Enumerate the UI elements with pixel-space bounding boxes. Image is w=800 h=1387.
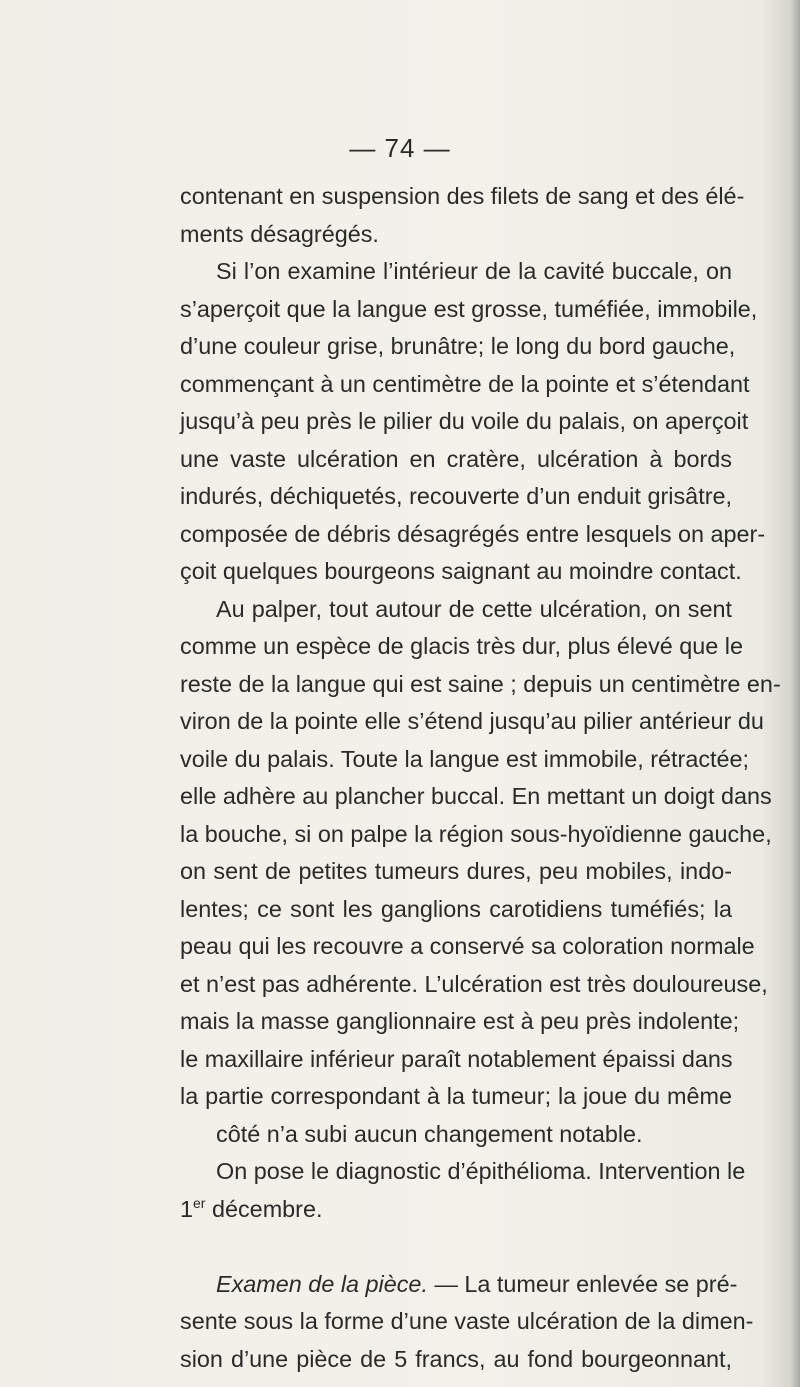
exam-heading: Examen de la pièce.	[216, 1270, 428, 1297]
page-edge-shadow	[790, 0, 800, 1387]
text-line: commençant à un centimètre de la pointe et s’étendant	[180, 370, 750, 397]
text-line: et n’est pas adhérente. L’ulcération est très douloureuse,	[180, 970, 768, 997]
text-line: mais la masse ganglionnaire est à peu près indolente;	[180, 1008, 740, 1034]
text-line: le maxillaire inférieur paraît notablement épaissi dans	[180, 1045, 733, 1072]
ordinal-superscript: er	[193, 1194, 206, 1211]
text-line: lentes; ce sont les ganglions carotidiens tuméfiés; la	[180, 895, 732, 922]
text-line: la bouche, si on palpe la région sous-hyoïdienne gauche,	[180, 820, 772, 847]
body-text	[180, 178, 781, 1378]
exam-intro: — La tumeur enlevée se pré-	[427, 1270, 738, 1297]
text-line: contenant en suspension des filets de sang et des élé-	[180, 183, 745, 209]
text-line: composée de débris désagrégés entre lesquels on aper-	[180, 520, 766, 547]
text-line: une vaste ulcération en cratère, ulcération à bords	[180, 445, 732, 472]
page-number: — 74 —	[349, 133, 451, 163]
text-line: jusqu’à peu près le pilier du voile du palais, on aperçoit	[180, 408, 749, 434]
text-line: côté n’a subi aucun changement notable.	[216, 1120, 643, 1147]
text-line: d’une couleur grise, brunâtre; le long du bord gauche,	[180, 333, 736, 359]
text-line: s’aperçoit que la langue est grosse, tuméfiée, immobile,	[180, 295, 758, 322]
text-line: on sent de petites tumeurs dures, peu mobiles, indo-	[180, 858, 732, 884]
text-line: la partie correspondant à la tumeur; la joue du même	[180, 1083, 732, 1109]
text-line: Si l’on examine l’intérieur de la cavité buccale, on	[216, 258, 732, 284]
text-line: On pose le diagnostic d’épithélioma. Intervention le	[216, 1158, 746, 1184]
text-line: ments désagrégés.	[180, 220, 379, 247]
text-line: reste de la langue qui est saine ; depuis un centimètre en-	[180, 670, 781, 697]
text-line: Au palper, tout autour de cette ulcération, on sent	[216, 595, 732, 622]
date-rest: décembre.	[205, 1195, 323, 1222]
text-line	[180, 1191, 732, 1229]
text-line: sente sous la forme d’une vaste ulcération de la dimen-	[180, 1308, 754, 1334]
text-line: çoit quelques bourgeons saignant au moindre contact.	[180, 558, 742, 584]
text-line: peau qui les recouvre a conservé sa coloration normale	[180, 933, 755, 959]
text-line: comme un espèce de glacis très dur, plus élevé que le	[180, 633, 743, 659]
text-line: voile du palais. Toute la langue est immobile, rétractée;	[180, 745, 750, 772]
text-line: sion d’une pièce de 5 francs, au fond bourgeonnant,	[180, 1345, 732, 1372]
text-line: elle adhère au plancher buccal. En mettant un doigt dans	[180, 783, 772, 809]
date-day: 1	[180, 1195, 194, 1222]
text-line: viron de la pointe elle s’étend jusqu’au pilier antérieur du	[180, 708, 764, 734]
text-line: indurés, déchiquetés, recouverte d’un enduit grisâtre,	[180, 483, 732, 509]
exam-first-line	[180, 1266, 738, 1304]
paragraph-gap	[180, 1228, 732, 1266]
